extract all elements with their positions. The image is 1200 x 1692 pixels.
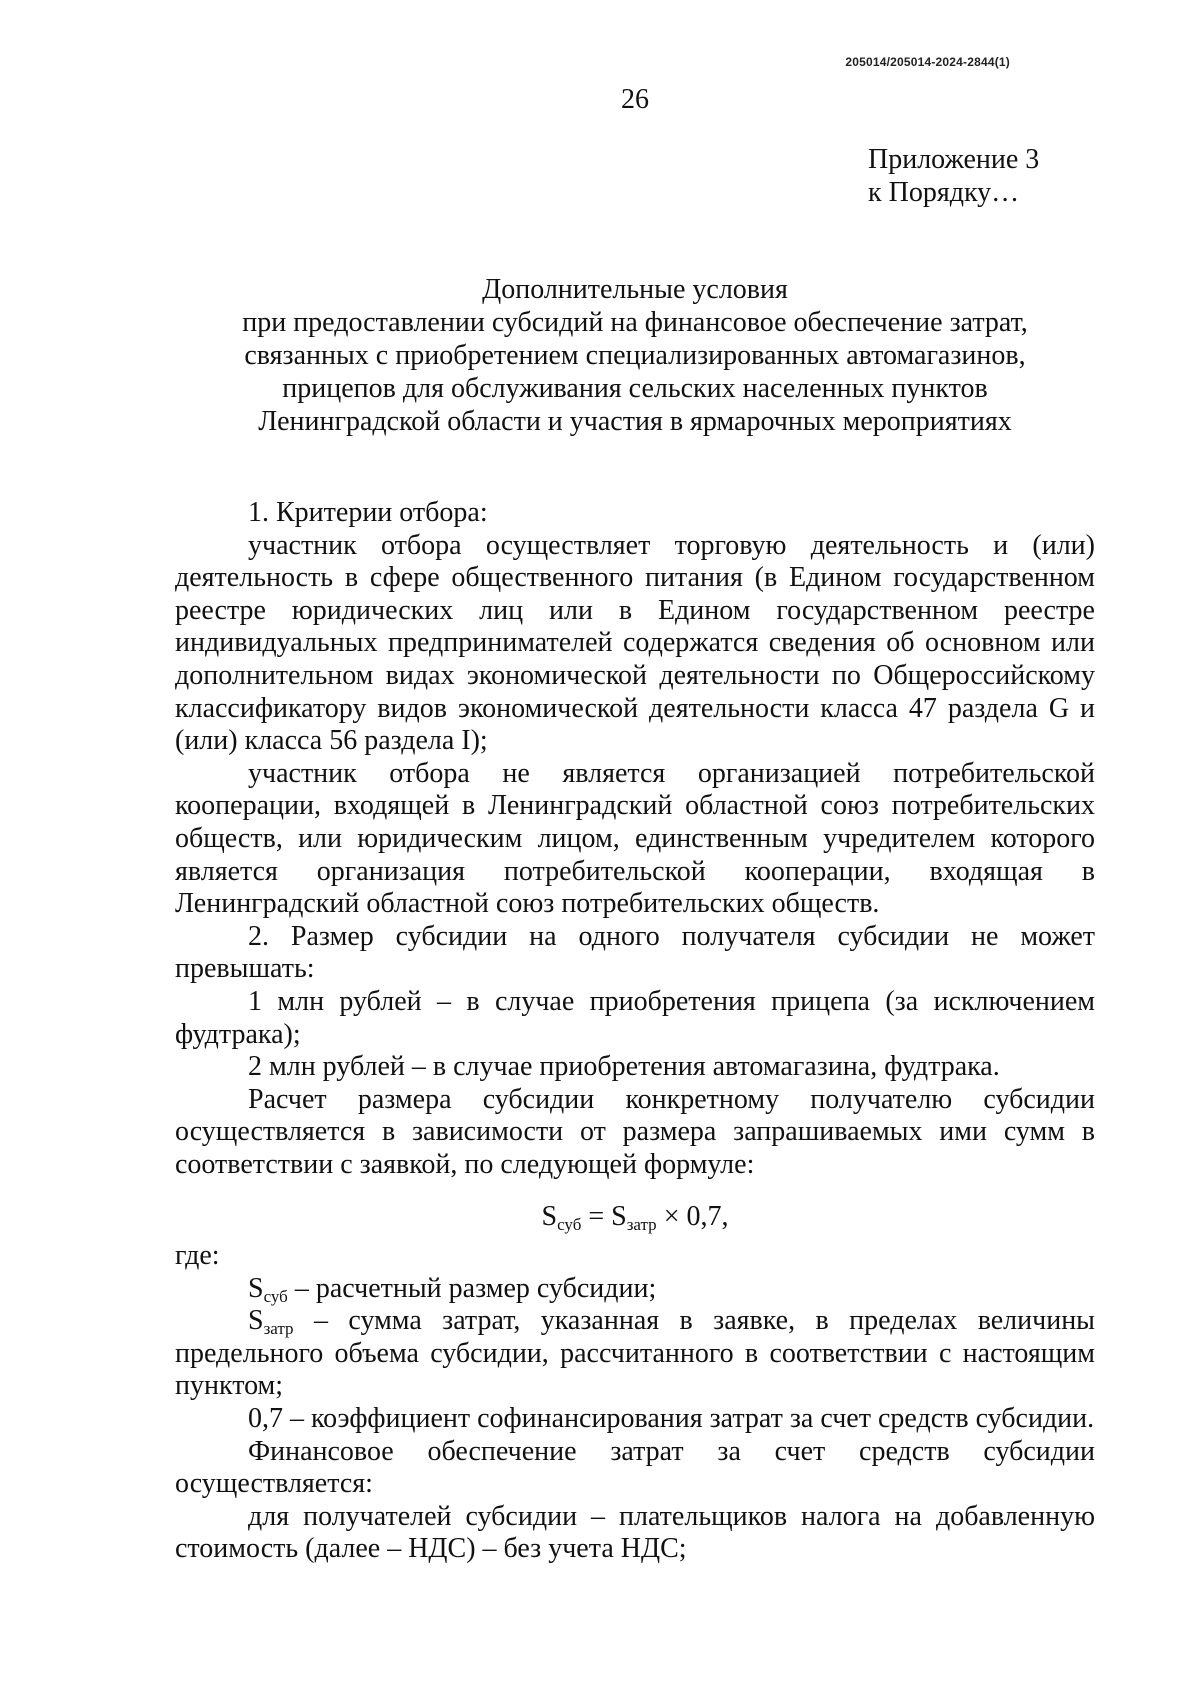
- paragraph-vat-payers: для получателей субсидии – плательщиков налога на добавленную стоимость (далее – НДС) – без учета НДС;: [175, 1500, 1095, 1565]
- paragraph-criterion-trade-activity: участник отбора осуществляет торговую деятельность и (или) деятельность в сфере общественного питания (в Едином государственном реестре юридических лиц или в Едином государственном реестре индивидуальных предпринимателей содержатся сведения об основном или дополнительном видах экономической деятельности по Общероссийскому классификатору видов экономической деятельности класса 47 раздела G и (или) класса 56 раздела I);: [175, 529, 1095, 757]
- definition-subscript: суб: [263, 1286, 288, 1306]
- definition-subscript: затр: [263, 1319, 294, 1339]
- formula-equals: =: [581, 1201, 612, 1233]
- formula-subscript-zatr: затр: [626, 1215, 657, 1235]
- title-line-3: связанных с приобретением специализированных автомагазинов,: [244, 340, 1026, 371]
- title-line-4: прицепов для обслуживания сельских населенных пунктов: [282, 373, 988, 404]
- definition-symbol: S: [248, 1305, 264, 1337]
- document-registration-code: 205014/205014-2024-2844(1): [845, 55, 1010, 69]
- document-body: [175, 497, 1095, 1566]
- appendix-line-2: к Порядку…: [868, 177, 1020, 208]
- paragraph-where: где:: [175, 1240, 220, 1272]
- definition-s-zatr: [175, 1305, 1095, 1403]
- paragraph-selection-criteria-heading: 1. Критерии отбора:: [248, 497, 488, 528]
- definition-text: – расчетный размер субсидии;: [287, 1272, 657, 1304]
- paragraph-criterion-cooperative: участник отбора не является организацией потребительской кооперации, входящей в Ленинградский областной союз потребительских обществ, или юридическим лицом, единственным учредителем которого является организация потребительской кооперации, входящая в Ленинградский областной союз потребительских обществ.: [175, 757, 1095, 920]
- title-line-5: Ленинградской области и участия в ярмарочных мероприятиях: [258, 406, 1012, 437]
- document-title: [175, 273, 1095, 438]
- paragraph-shop-limit: 2 млн рублей – в случае приобретения автомагазина, фудтрака.: [248, 1051, 1000, 1083]
- formula-symbol-s2: S: [611, 1201, 627, 1233]
- appendix-reference: [868, 143, 1039, 209]
- formula-subscript-sub: суб: [557, 1215, 582, 1235]
- title-line-2: при предоставлении субсидий на финансовое обеспечение затрат,: [242, 307, 1028, 338]
- paragraph-financing-intro: Финансовое обеспечение затрат за счет средств субсидии осуществляется:: [175, 1435, 1095, 1500]
- paragraph-cofinancing-coefficient: 0,7 – коэффициент софинансирования затрат за счет средств субсидии.: [248, 1403, 1095, 1435]
- subsidy-formula: [175, 1201, 1095, 1234]
- formula-symbol-s: S: [541, 1201, 558, 1233]
- page-number: 26: [621, 84, 649, 115]
- paragraph-calculation-method: Расчет размера субсидии конкретному получателю субсидии осуществляется в зависимости от размера запрашиваемых ими сумм в соответствии с заявкой, по следующей формуле:: [175, 1083, 1095, 1180]
- appendix-line-1: Приложение 3: [868, 144, 1040, 175]
- title-line-1: Дополнительные условия: [482, 274, 788, 305]
- formula-rest: × 0,7,: [656, 1201, 729, 1233]
- paragraph-subsidy-size-heading: 2. Размер субсидии на одного получателя субсидии не может превышать:: [175, 920, 1095, 985]
- definition-s-sub: [175, 1273, 1095, 1306]
- definition-text: – сумма затрат, указанная в заявке, в пределах величины предельного объема субсидии, рассчитанного в соответствии с настоящим пунктом;: [175, 1305, 1095, 1402]
- paragraph-trailer-limit: 1 млн рублей – в случае приобретения прицепа (за исключением фудтрака);: [175, 985, 1095, 1050]
- definition-symbol: S: [248, 1272, 264, 1304]
